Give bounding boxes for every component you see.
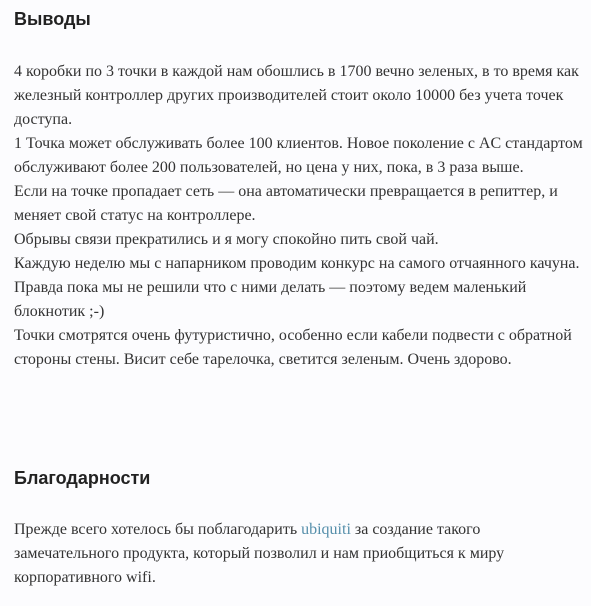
thanks-paragraph [14,518,584,590]
conclusion-paragraph: 1 Точка может обслуживать более 100 клиентов. Новое поколение с AC стандартом обслуживают более 200 пользователей, но цена у них, пока, в 3 раза выше. [14,135,583,176]
thanks-heading: Благодарности [14,468,151,488]
conclusion-paragraph: Если на точке пропадает сеть — она автоматически превращается в репиттер, и меняет свой статус на контроллере. [14,183,558,224]
thanks-text-before: Прежде всего хотелось бы поблагодарить [14,521,302,538]
conclusion-paragraph: Точки смотрятся очень футуристично, особенно если кабели подвести с обратной стороны стены. Висит себе тарелочка, светится зеленым. Очень здорово. [14,327,572,368]
conclusion-paragraph: Каждую неделю мы с напарником проводим конкурс на самого отчаянного качуна. Правда пока мы не решили что с ними делать — поэтому ведем маленький блокнотик ;-) [14,255,580,320]
conclusion-paragraph: Обрывы связи прекратились и я могу спокойно пить свой чай. [14,231,439,248]
conclusions-text [14,60,584,372]
conclusion-paragraph: 4 коробки по 3 точки в каждой нам обошлись в 1700 вечно зеленых, в то время как железный контроллер других производителей стоит около 10000 без учета точек доступа. [14,63,579,128]
thanks-text-after: за создание такого замечательного продукта, который позволил и нам приобщиться к миру корпоративного wifi. [14,521,505,586]
conclusions-heading: Выводы [14,9,91,29]
ubiquiti-link[interactable]: ubiquiti [301,521,351,538]
